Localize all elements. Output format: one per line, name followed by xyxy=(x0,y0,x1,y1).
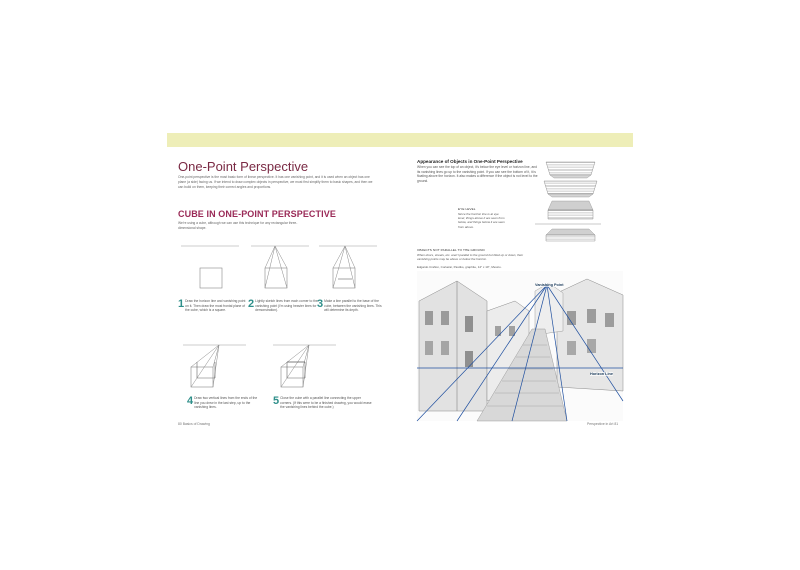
step-number: 3 xyxy=(317,298,324,310)
step-4-figure xyxy=(183,339,248,399)
step-text: Draw the horizon line and vanishing point on it. Then draw the most frontal plane of the cube, which is a square. xyxy=(185,299,246,313)
not-parallel-text: When doors, streets, etc. aren't parallel to the ground but tilted up or down, their vanishing points may be above or below the horizon. xyxy=(417,253,523,262)
step-5 xyxy=(273,396,373,410)
step-3-figure xyxy=(319,241,379,301)
illustration-caption: Edgardo Crafton, Cortazar, Pastiko, graphite, 14" x 10", Mexico. xyxy=(417,265,502,269)
eye-level-label: EYE LEVEL xyxy=(458,207,476,211)
not-parallel-label: OBJECTS NOT PARALLEL TO THE GROUND xyxy=(417,248,485,252)
step-1-figure xyxy=(181,241,241,301)
step-text: Lightly sketch lines from each corner to the vanishing point (I'm using heavier lines for demonstration). xyxy=(255,299,318,313)
step-1 xyxy=(178,299,248,313)
step-number: 1 xyxy=(178,298,185,310)
book-spread xyxy=(167,133,633,432)
street-sketch xyxy=(417,271,623,421)
step-4 xyxy=(187,396,259,410)
intro-paragraph: One-point perspective is the most basic form of linear perspective. It has one vanishing point, and it is used when an object has one plane (a side) facing us. If we intend to draw complex objects in perspective, we must first simplify them to basic shapes, and then we can build on them, keeping their correct angles and proportions. xyxy=(178,175,373,189)
horizon-line-label: Horizon Line xyxy=(590,372,613,376)
left-page-footer: 80 Basics of Drawing xyxy=(178,422,210,426)
step-number: 2 xyxy=(248,298,255,310)
page-title: One-Point Perspective xyxy=(178,159,309,174)
step-number: 4 xyxy=(187,395,194,407)
header-band xyxy=(167,133,633,147)
eye-level-note: Since the horizon line is at eye level, things above it are seen from below, and things below it are seen from above. xyxy=(458,212,505,229)
section-heading: CUBE IN ONE-POINT PERSPECTIVE xyxy=(178,209,336,219)
step-number: 5 xyxy=(273,395,280,407)
step-text: Close the cube with a parallel line connecting the upper corners. (If this were to be a finished drawing, you would erase the vanishing lines behind the cube.) xyxy=(280,396,372,410)
appearance-text: When you can see the top of an object, it's below the eye level or horizon line, and its vanishing lines go up to the vanishing point. If you can see the bottom of it, it is floating above the horizon. It also makes a difference if the object is not level to the ground. xyxy=(417,165,538,183)
step-text: Draw two vertical lines from the ends of the line you drew in the last step, up to the vanishing lines. xyxy=(194,396,258,410)
section-intro: We're using a cube, although we can use this technique for any rectangular three-dimensional shape. xyxy=(178,221,298,230)
step-2-figure xyxy=(251,241,311,301)
right-page-footer: Perspective in Art 81 xyxy=(587,422,619,426)
step-5-figure xyxy=(273,339,338,399)
shapes-illustration xyxy=(541,161,601,245)
step-text: Make a line parallel to the base of the cube, between the vanishing lines. This will determine its depth. xyxy=(324,299,382,313)
step-3 xyxy=(317,299,387,313)
vanishing-point-label: Vanishing Point xyxy=(535,283,564,287)
step-2 xyxy=(248,299,318,313)
appearance-heading: Appearance of Objects in One-Point Perspective xyxy=(417,159,523,164)
